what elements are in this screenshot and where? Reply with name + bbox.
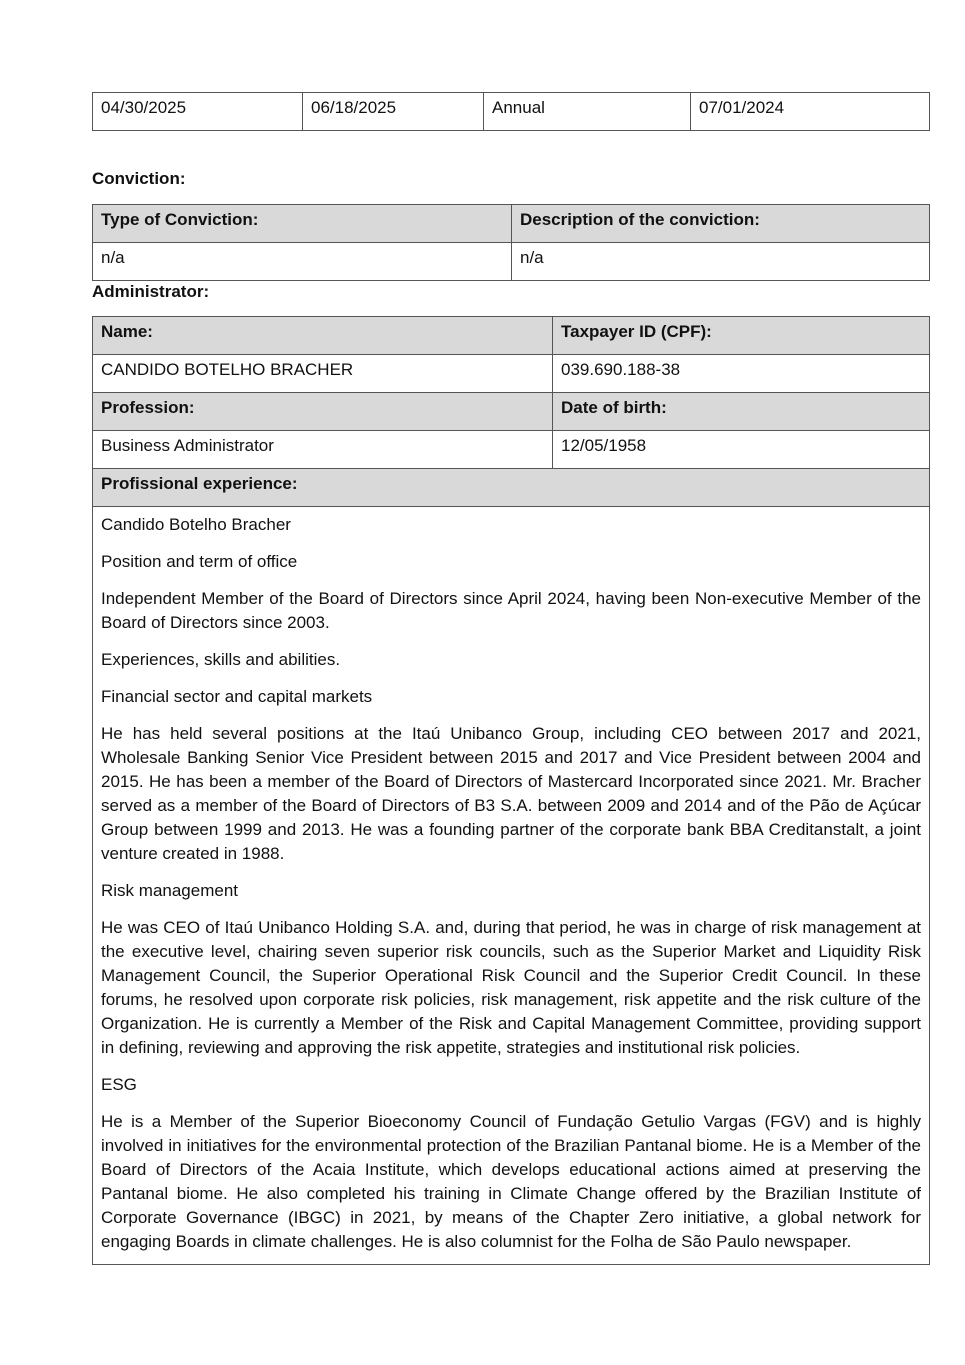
- administrator-table: [92, 316, 930, 1265]
- table-row: [93, 243, 930, 281]
- paragraph: Candido Botelho Bracher: [101, 515, 291, 534]
- administrator-heading: Administrator:: [92, 282, 210, 301]
- table-row: [93, 93, 930, 131]
- paragraph: Financial sector and capital markets: [101, 687, 373, 706]
- table-row: [93, 507, 930, 1265]
- conviction-table: [92, 204, 930, 281]
- paragraph: Risk management: [101, 881, 239, 900]
- paragraph: He has held several positions at the Itaú Unibanco Group, including CEO between 2017 and 2021, Wholesale Banking Senior Vice President between 2015 and 2017 and Vice President between 2004 and 2015. He has been a member of the Board of Directors of Mastercard Incorporated since 2021. Mr. Bracher served as a member of the Board of Directors of B3 S.A. between 2009 and 2014 and of the Pão de Açúcar Group between 1999 and 2013. He was a founding partner of the corporate bank BBA Creditanstalt, a joint venture created in 1988.: [101, 724, 921, 863]
- name-label: Name:: [93, 317, 553, 355]
- profession-label: Profession:: [93, 393, 553, 431]
- table-header-row: [93, 469, 930, 507]
- paragraph: Position and term of office: [101, 552, 298, 571]
- conviction-heading: Conviction:: [92, 169, 186, 188]
- table-row: [93, 355, 930, 393]
- paragraph: Independent Member of the Board of Directors since April 2024, having been Non-executive Member of the Board of Directors since 2003.: [101, 589, 921, 632]
- name-value: CANDIDO BOTELHO BRACHER: [93, 355, 553, 393]
- header-cell: Description of the conviction:: [512, 205, 930, 243]
- date-cell: 04/30/2025: [93, 93, 303, 131]
- paragraph: He is a Member of the Superior Bioeconomy Council of Fundação Getulio Vargas (FGV) and is highly involved in initiatives for the environmental protection of the Brazilian Pantanal biome. He is a Member of the Board of Directors of the Acaia Institute, which develops educational actions aimed at preserving the Pantanal biome. He also completed his training in Climate Change offered by the Brazilian Institute of Corporate Governance (IBGC) in 2021, by means of the Chapter Zero initiative, a global network for engaging Boards in climate challenges. He is also columnist for the Folha de São Paulo newspaper.: [101, 1112, 921, 1251]
- period-cell: Annual: [484, 93, 691, 131]
- cpf-label: Taxpayer ID (CPF):: [553, 317, 930, 355]
- experience-label: Profissional experience:: [93, 469, 930, 507]
- table-header-row: [93, 393, 930, 431]
- paragraph: He was CEO of Itaú Unibanco Holding S.A. and, during that period, he was in charge of risk management at the executive level, chairing seven superior risk councils, such as the Superior Market and Liquidity Risk Management Council, the Superior Operational Risk Council and the Superior Credit Council. In these forums, he resolved upon corporate risk policies, risk management, risk appetite and the risk culture of the Organization. He is currently a Member of the Risk and Capital Management Committee, providing support in defining, reviewing and approving the risk appetite, strategies and institutional risk policies.: [101, 918, 921, 1057]
- table-header-row: [93, 317, 930, 355]
- header-cell: Type of Conviction:: [93, 205, 512, 243]
- cpf-value: 039.690.188-38: [553, 355, 930, 393]
- date-cell: 07/01/2024: [691, 93, 930, 131]
- date-cell: 06/18/2025: [303, 93, 484, 131]
- dob-label: Date of birth:: [553, 393, 930, 431]
- dates-table: [92, 92, 930, 131]
- paragraph: ESG: [101, 1075, 137, 1094]
- profession-value: Business Administrator: [93, 431, 553, 469]
- table-row: [93, 431, 930, 469]
- dob-value: 12/05/1958: [553, 431, 930, 469]
- experience-body: [93, 507, 930, 1265]
- table-header-row: [93, 205, 930, 243]
- value-cell: n/a: [93, 243, 512, 281]
- paragraph: Experiences, skills and abilities.: [101, 650, 341, 669]
- value-cell: n/a: [512, 243, 930, 281]
